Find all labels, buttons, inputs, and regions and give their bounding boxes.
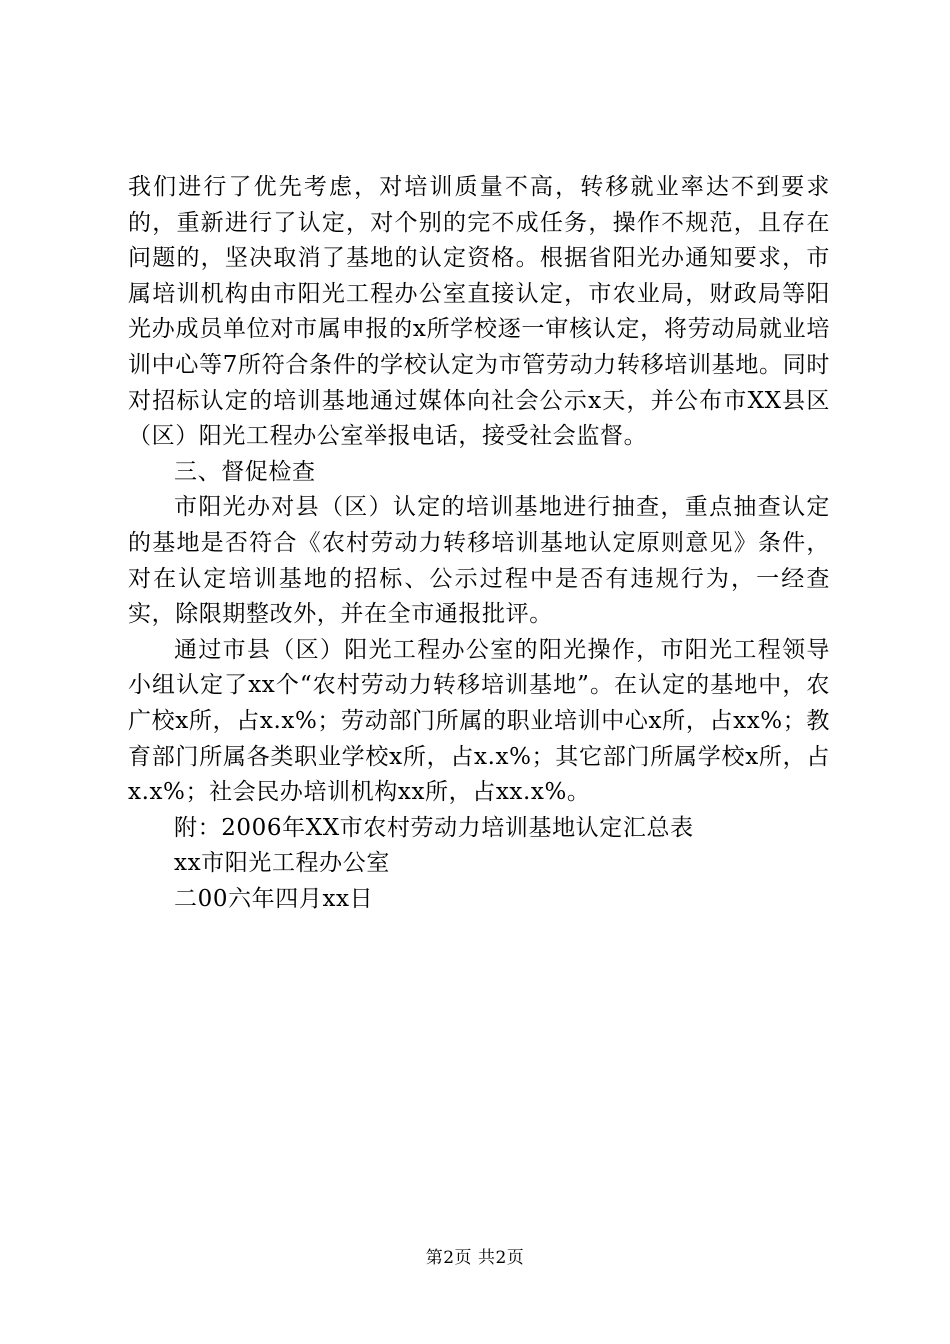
- attachment-line: 附：2006年XX市农村劳动力培训基地认定汇总表: [174, 814, 694, 841]
- paragraph-base-approval: 我们进行了优先考虑，对培训质量不高，转移就业率达不到要求的，重新进行了认定，对个别的完不成任务，操作不规范，且存在问题的，坚决取消了基地的认定资格。根据省阳光办通知要求，市属培训机构由市阳光工程办公室直接认定，市农业局，财政局等阳光办成员单位对市属申报的x所学校逐一审核认定，将劳动局就业培训中心等7所符合条件的学校认定为市管劳动力转移培训基地。同时对招标认定的培训基地通过媒体向社会公示x天，并公布市XX县区（区）阳光工程办公室举报电话，接受社会监督。: [128, 174, 830, 450]
- paragraph-inspection: 市阳光办对县（区）认定的培训基地进行抽查，重点抽查认定的基地是否符合《农村劳动力转移培训基地认定原则意见》条件，对在认定培训基地的招标、公示过程中是否有违规行为，一经查实，除限期整改外，并在全市通报批评。: [128, 494, 830, 628]
- date-line: 二00六年四月xx日: [174, 885, 374, 912]
- issuer-line: xx市阳光工程办公室: [174, 850, 390, 877]
- section-heading-inspection: 三、督促检查: [174, 458, 316, 485]
- page-footer: 第2页 共2页: [425, 1248, 525, 1268]
- document-body: [128, 170, 830, 917]
- paragraph-summary-statistics: 通过市县（区）阳光工程办公室的阳光操作，市阳光工程领导小组认定了xx个“农村劳动力转移培训基地”。在认定的基地中，农广校x所，占x.x%；劳动部门所属的职业培训中心x所，占xx%；教育部门所属各类职业学校x所，占x.x%；其它部门所属学校x所，占x.x%；社会民办培训机构xx所，占xx.x%。: [128, 636, 830, 806]
